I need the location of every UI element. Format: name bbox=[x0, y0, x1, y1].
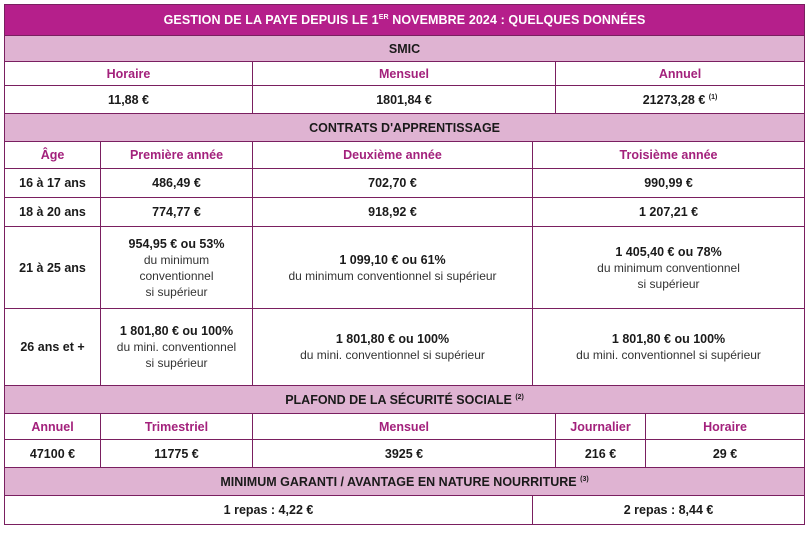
title-text-end: NOVEMBRE 2024 : QUELQUES DONNÉES bbox=[388, 13, 646, 27]
pass-value-journalier: 216 € bbox=[556, 440, 646, 468]
table-row bbox=[5, 169, 805, 198]
smic-header-mensuel: Mensuel bbox=[253, 62, 556, 86]
cell-sub: si supérieur bbox=[145, 356, 208, 370]
footnote-3: (3) bbox=[580, 475, 589, 483]
cell-sub: si supérieur bbox=[145, 284, 208, 299]
pass-header-annuel: Annuel bbox=[5, 414, 101, 440]
appr-header-age: Âge bbox=[5, 142, 101, 169]
cell-sub: du minimum conventionnel si supérieur bbox=[288, 268, 497, 283]
pass-header-mensuel: Mensuel bbox=[253, 414, 556, 440]
year2-cell: 702,70 € bbox=[253, 169, 533, 198]
smic-header-horaire: Horaire bbox=[5, 62, 253, 86]
cell-main: 1 801,80 € ou 100% bbox=[335, 332, 450, 346]
pass-header-trimestriel: Trimestriel bbox=[101, 414, 253, 440]
age-cell: 18 à 20 ans bbox=[5, 198, 101, 227]
payroll-data-table bbox=[4, 4, 805, 525]
appr-header-year2: Deuxième année bbox=[253, 142, 533, 169]
year3-cell bbox=[533, 227, 805, 309]
pass-header-horaire: Horaire bbox=[646, 414, 805, 440]
year1-cell: 774,77 € bbox=[101, 198, 253, 227]
year3-cell: 990,99 € bbox=[533, 169, 805, 198]
cell-main: 1 801,80 € ou 100% bbox=[611, 332, 726, 346]
year3-cell bbox=[533, 309, 805, 386]
section-apprentissage: CONTRATS D'APPRENTISSAGE bbox=[5, 114, 805, 142]
title-text: GESTION DE LA PAYE DEPUIS LE 1 bbox=[163, 13, 379, 27]
year2-cell: 918,92 € bbox=[253, 198, 533, 227]
cell-sub: si supérieur bbox=[637, 276, 700, 291]
title-superscript: ER bbox=[378, 13, 389, 21]
smic-value-annuel bbox=[556, 86, 805, 114]
pass-value-mensuel: 3925 € bbox=[253, 440, 556, 468]
year1-cell: 486,49 € bbox=[101, 169, 253, 198]
age-cell: 16 à 17 ans bbox=[5, 169, 101, 198]
table-row bbox=[5, 309, 805, 386]
section-pass bbox=[5, 386, 805, 414]
year3-cell: 1 207,21 € bbox=[533, 198, 805, 227]
cell-main: 1 801,80 € ou 100% bbox=[119, 324, 234, 338]
table-row bbox=[5, 227, 805, 309]
smic-value-mensuel: 1801,84 € bbox=[253, 86, 556, 114]
minimum-one-meal: 1 repas : 4,22 € bbox=[5, 496, 533, 525]
cell-sub: du minimum bbox=[143, 252, 210, 267]
table-row bbox=[5, 198, 805, 227]
year2-cell bbox=[253, 227, 533, 309]
year1-cell bbox=[101, 309, 253, 386]
table-title bbox=[5, 5, 805, 36]
pass-header-journalier: Journalier bbox=[556, 414, 646, 440]
age-cell: 21 à 25 ans bbox=[5, 227, 101, 309]
cell-sub: du minimum conventionnel bbox=[597, 260, 740, 275]
age-cell: 26 ans et + bbox=[5, 309, 101, 386]
smic-header-annuel: Annuel bbox=[556, 62, 805, 86]
cell-main: 1 405,40 € ou 78% bbox=[615, 244, 722, 259]
cell-main: 954,95 € ou 53% bbox=[128, 236, 225, 251]
footnote-1: (1) bbox=[708, 93, 718, 101]
smic-value-horaire: 11,88 € bbox=[5, 86, 253, 114]
cell-sub: conventionnel bbox=[139, 268, 214, 283]
cell-sub: du mini. conventionnel bbox=[116, 340, 237, 354]
cell-main: 1 099,10 € ou 61% bbox=[339, 252, 446, 267]
footnote-2: (2) bbox=[515, 393, 524, 401]
appr-header-year3: Troisième année bbox=[533, 142, 805, 169]
section-minimum-garanti bbox=[5, 468, 805, 496]
smic-annuel-amount: 21273,28 € bbox=[642, 92, 706, 107]
pass-value-trimestriel: 11775 € bbox=[101, 440, 253, 468]
cell-sub: du mini. conventionnel si supérieur bbox=[576, 348, 761, 362]
minimum-section-label: MINIMUM GARANTI / AVANTAGE EN NATURE NOURRITURE bbox=[220, 474, 577, 489]
section-smic: SMIC bbox=[5, 36, 805, 62]
pass-value-horaire: 29 € bbox=[646, 440, 805, 468]
year2-cell bbox=[253, 309, 533, 386]
pass-value-annuel: 47100 € bbox=[5, 440, 101, 468]
payroll-table-container bbox=[4, 4, 804, 525]
pass-section-label: PLAFOND DE LA SÉCURITÉ SOCIALE bbox=[285, 392, 512, 407]
minimum-two-meals: 2 repas : 8,44 € bbox=[533, 496, 805, 525]
cell-sub: du mini. conventionnel si supérieur bbox=[300, 348, 485, 362]
appr-header-year1: Première année bbox=[101, 142, 253, 169]
year1-cell bbox=[101, 227, 253, 309]
